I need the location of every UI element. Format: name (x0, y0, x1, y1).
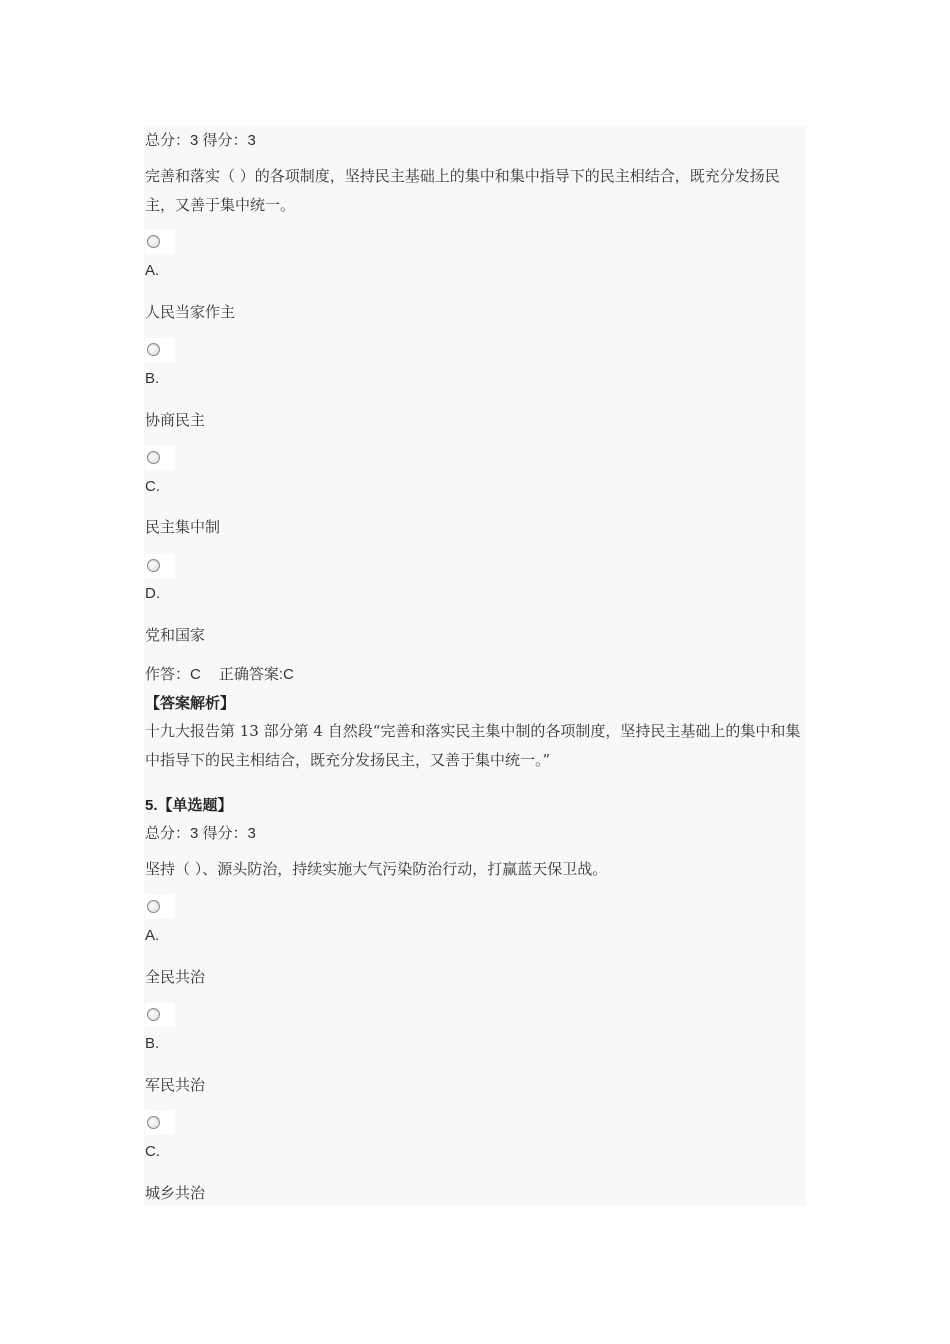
radio-button-icon (147, 1008, 160, 1021)
radio-button-icon (147, 559, 160, 572)
q5-heading: 5.【单选题】 (145, 797, 233, 814)
q5-option-b-letter: B. (145, 1035, 160, 1052)
q5-option-b-text: 军民共治 (145, 1076, 206, 1094)
q4-option-b-radio[interactable] (145, 338, 175, 362)
q4-answer-given: 作答：C (145, 666, 201, 683)
q5-score-line: 总分：3 得分：3 (145, 825, 256, 842)
radio-button-icon (147, 343, 160, 356)
q5-option-a-text: 全民共治 (145, 968, 206, 986)
radio-button-icon (147, 235, 160, 248)
q4-option-b-text: 协商民主 (145, 411, 206, 429)
q4-answer-line (145, 660, 294, 690)
q4-option-a-radio[interactable] (145, 230, 175, 254)
q4-option-a-letter: A. (145, 262, 160, 279)
radio-button-icon (147, 1116, 160, 1129)
q4-score-line: 总分：3 得分：3 (145, 132, 256, 149)
q5-option-a-radio[interactable] (145, 895, 175, 919)
radio-button-icon (147, 451, 160, 464)
q5-option-c-radio[interactable] (145, 1111, 175, 1135)
q4-option-c-radio[interactable] (145, 446, 175, 470)
q4-option-b-letter: B. (145, 370, 160, 387)
q5-option-c-letter: C. (145, 1143, 160, 1160)
radio-button-icon (147, 900, 160, 913)
q4-option-d-letter: D. (145, 585, 160, 602)
q4-option-c-text: 民主集中制 (145, 518, 221, 536)
q5-option-c-text: 城乡共治 (145, 1184, 206, 1202)
q4-answer-correct: 正确答案:C (218, 666, 294, 683)
q5-option-a-letter: A. (145, 927, 160, 944)
q4-question-text: 完善和落实（ ）的各项制度，坚持民主基础上的集中和集中指导下的民主相结合，既充分发扬民主，又善于集中统一。 (145, 167, 780, 214)
q4-option-d-radio[interactable] (145, 554, 175, 578)
q5-question-text: 坚持（ ）、源头防治，持续实施大气污染防治行动，打赢蓝天保卫战。 (145, 860, 608, 878)
q4-option-d-text: 党和国家 (145, 626, 206, 644)
q5-option-b-radio[interactable] (145, 1003, 175, 1027)
q4-analysis-text: 十九大报告第 13 部分第 4 自然段“完善和落实民主集中制的各项制度，坚持民主基础上的集中和集中指导下的民主相结合，既充分发扬民主，又善于集中统一。” (145, 722, 801, 769)
q4-analysis-heading: 【答案解析】 (145, 695, 236, 712)
q4-option-c-letter: C. (145, 478, 160, 495)
q4-option-a-text: 人民当家作主 (145, 303, 236, 321)
